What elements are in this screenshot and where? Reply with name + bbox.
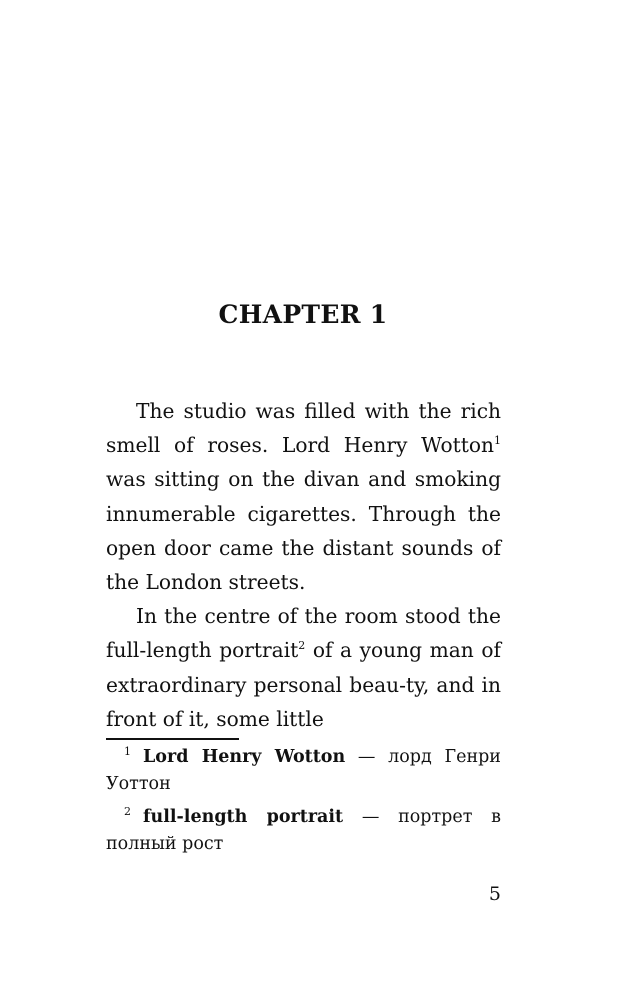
footnote-ref: 1 [494, 434, 501, 448]
footnote: 2 full-length portrait — портрет в полный рост [106, 805, 501, 854]
footnote-term: full-length portrait [143, 807, 344, 827]
paragraph [106, 394, 501, 599]
main-text [106, 394, 501, 736]
footnote-divider [106, 738, 239, 740]
paragraph [106, 599, 501, 736]
page-number: 5 [488, 883, 501, 905]
paragraph-text: In the centre of the room stood the full-length portrait [106, 604, 501, 663]
footnote-ref: 2 [298, 639, 306, 653]
chapter-title: CHAPTER 1 [218, 300, 388, 329]
paragraph-text: The studio was filled with the rich smell of roses. Lord Henry Wotton [106, 399, 501, 458]
footnote-translation: лорд Генри Уоттон [106, 747, 501, 794]
paragraph-text: was sitting on the divan and smoking innumerable cigarettes. Through the open door came the distant sounds of the London streets. [106, 467, 501, 595]
footnote-translation: портрет в полный рост [106, 807, 501, 854]
footnotes [106, 744, 501, 864]
paragraph-text: of a young man of extraordinary personal beau-ty, and in front of it, some little [106, 638, 501, 731]
footnote-dash: — [343, 807, 399, 827]
footnote-term: Lord Henry Wotton [143, 747, 346, 767]
footnote-dash: — [345, 747, 389, 767]
footnote: 1 Lord Henry Wotton — лорд Генри Уоттон [106, 745, 501, 794]
